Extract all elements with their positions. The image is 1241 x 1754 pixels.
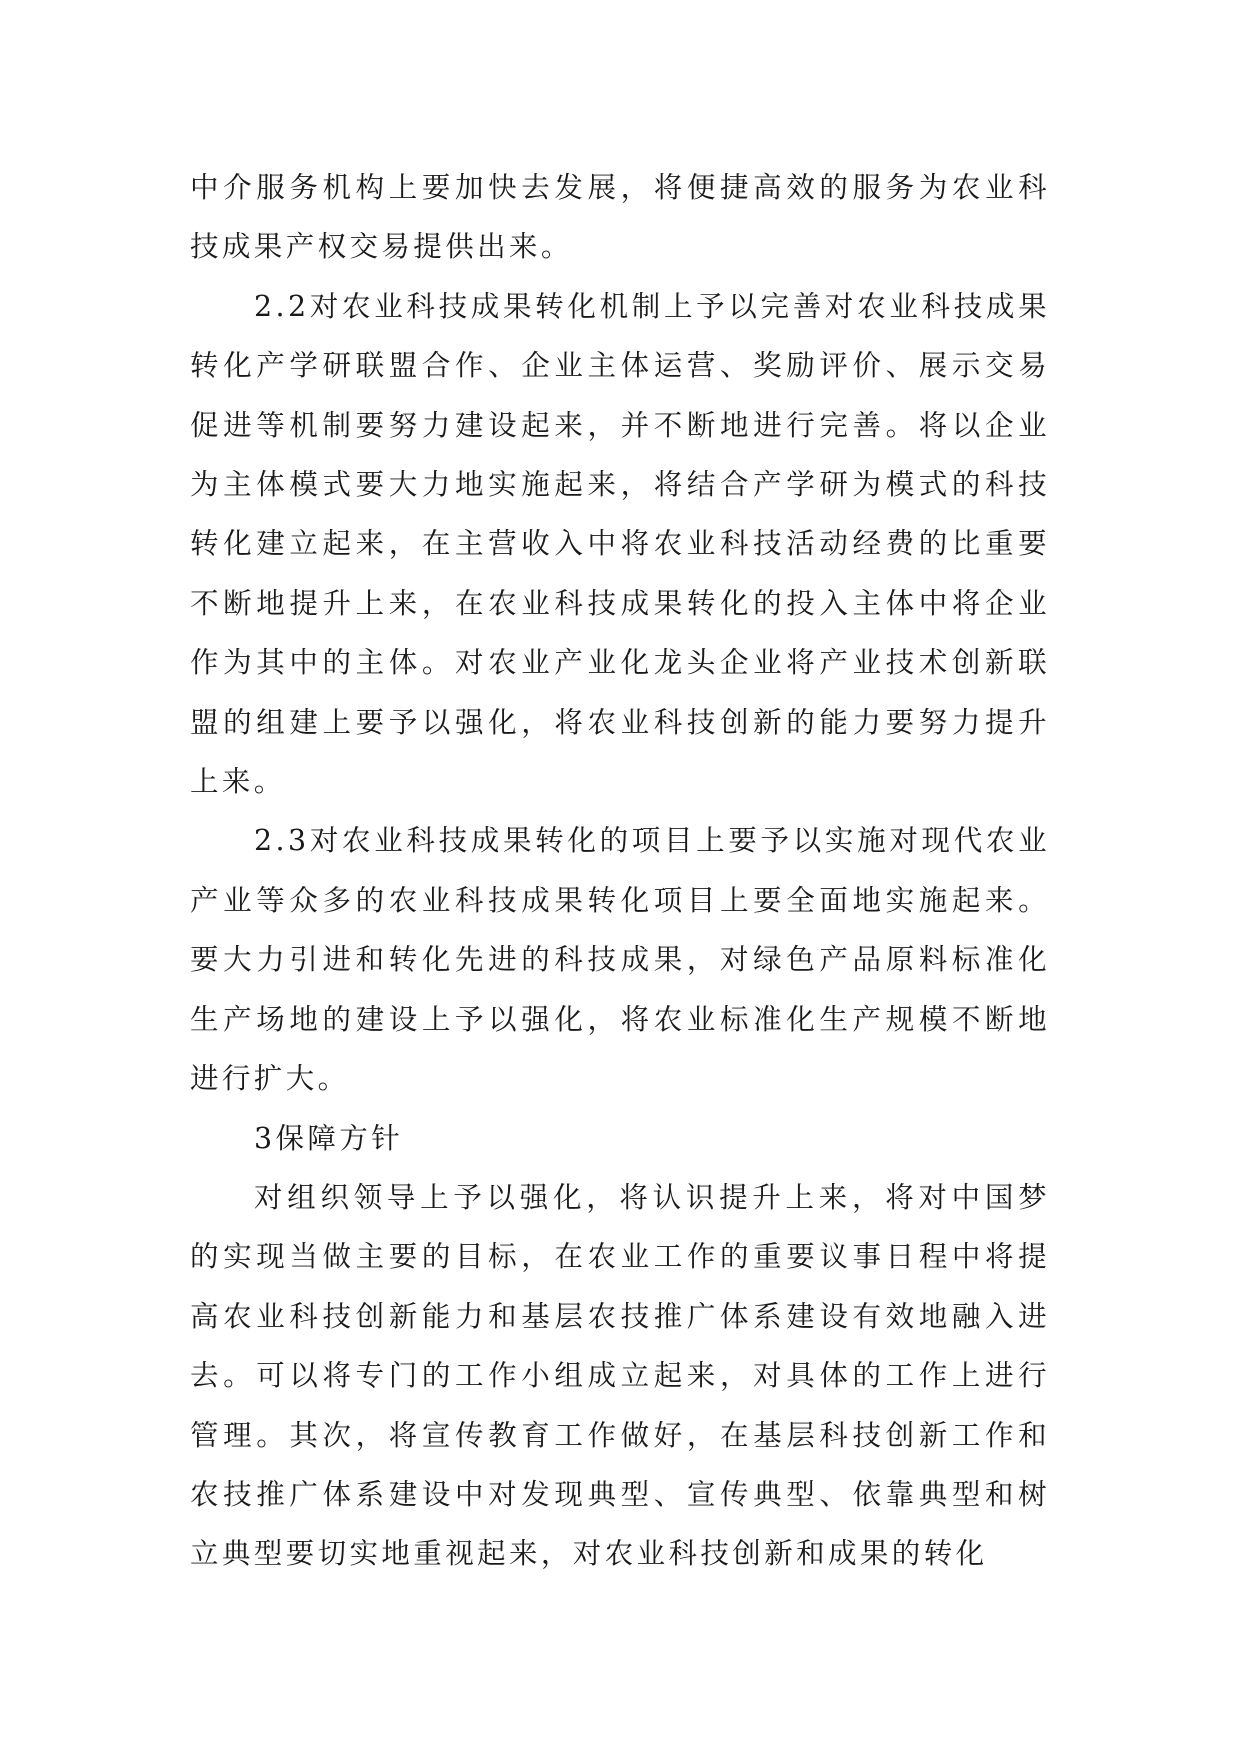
- paragraph-section-2-3: 2.3对农业科技成果转化的项目上要予以实施对现代农业产业等众多的农业科技成果转化项目上要全面地实施起来。要大力引进和转化先进的科技成果，对绿色产品原料标准化生产场地的建设上予以强化，将农业标准化生产规模不断地进行扩大。: [190, 824, 1050, 1096]
- paragraph-continuation: 中介服务机构上要加快去发展，将便捷高效的服务为农业科技成果产权交易提供出来。: [190, 171, 1050, 264]
- paragraph-section-3-body: 对组织领导上予以强化，将认识提升上来，将对中国梦的实现当做主要的目标，在农业工作的重要议事日程中将提高农业科技创新能力和基层农技推广体系建设有效地融入进去。可以将专门的工作小组成立起来，对具体的工作上进行管理。其次，将宣传教育工作做好，在基层科技创新工作和农技推广体系建设中对发现典型、宣传典型、依靠典型和树立典型要切实地重视起来，对农业科技创新和成果的转化: [190, 1180, 1050, 1571]
- document-body: [190, 158, 1050, 1584]
- paragraph-section-2-2: 2.2对农业科技成果转化机制上予以完善对农业科技成果转化产学研联盟合作、企业主体运营、奖励评价、展示交易促进等机制要努力建设起来，并不断地进行完善。将以企业为主体模式要大力地实施起来，将结合产学研为模式的科技转化建立起来，在主营收入中将农业科技活动经费的比重要不断地提升上来，在农业科技成果转化的投入主体中将企业作为其中的主体。对农业产业化龙头企业将产业技术创新联盟的组建上要予以强化，将农业科技创新的能力要努力提升上来。: [190, 289, 1050, 799]
- section-heading-3: 3保障方针: [254, 1121, 404, 1155]
